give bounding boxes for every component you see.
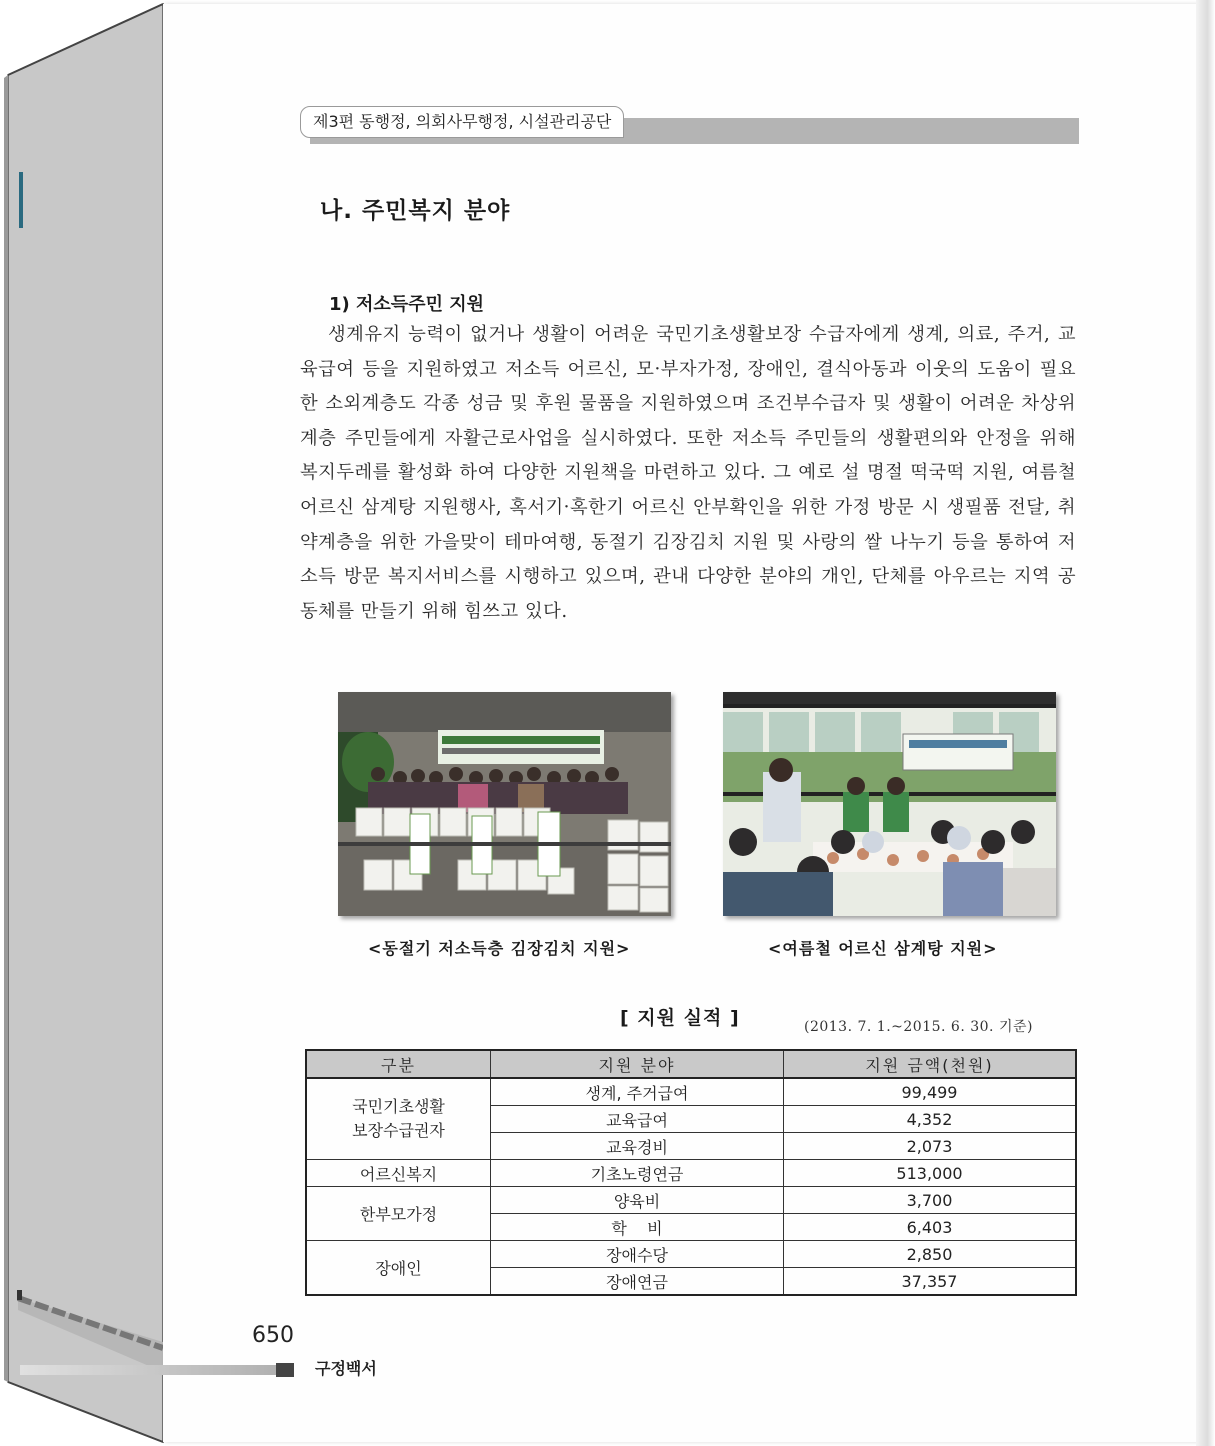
book-title: 구정백서: [315, 1359, 377, 1378]
amount-cell: 2,850: [784, 1241, 1077, 1268]
photo-caption-right: <여름철 어르신 삼계탕 지원>: [768, 939, 998, 958]
body-paragraph: 생계유지 능력이 없거나 생활이 어려운 국민기초생활보장 수급자에게 생계, 의료, 주거, 교육급여 등을 지원하였고 저소득 어르신, 모·부자가정, 장애인, 결식아동과 이웃의 도움이 필요한 소외계층도 각종 성금 및 후원 물품을 지원하였으며 조건부수급자 및 생활이 어려운 차상위 계층 주민들에게 자활근로사업을 실시하였다. 또한 저소득 주민들의 생활편의와 안정을 위해 복지두레를 활성화 하여 다양한 지원책을 마련하고 있다. 그 예로 설 명절 떡국떡 지원, 여름철 어르신 삼계탕 지원행사, 혹서기·혹한기 어르신 안부확인을 위한 가정 방문 시 생필품 전달, 취약계층을 위한 가을맞이 테마여행, 동절기 김장김치 지원 및 사랑의 쌀 나누기 등을 통하여 저소득 방문 복지서비스를 시행하고 있으며, 관내 다양한 분야의 개인, 단체를 아우르는 지역 공동체를 만들기 위해 힘쓰고 있다.: [300, 324, 1076, 622]
header-category: 구분: [306, 1050, 491, 1078]
field-cell: 장애수당: [491, 1241, 784, 1268]
table-date-note: (2013. 7. 1.~2015. 6. 30. 기준): [804, 1019, 1033, 1035]
category-cell: 어르신복지: [306, 1160, 491, 1187]
field-cell: 교육급여: [491, 1106, 784, 1133]
footer-bar: [20, 1365, 282, 1375]
subsection-heading: 1) 저소득주민 지원: [329, 294, 484, 315]
field-cell: 교육경비: [491, 1133, 784, 1160]
table-row: [306, 1241, 1076, 1268]
amount-cell: 6,403: [784, 1214, 1077, 1241]
book-stack-left: [0, 0, 165, 1446]
photo-caption-left: <동절기 저소득층 김장김치 지원>: [368, 939, 631, 958]
table-header-row: [306, 1050, 1076, 1078]
amount-cell: 3,700: [784, 1187, 1077, 1214]
field-cell: 양육비: [491, 1187, 784, 1214]
amount-cell: 4,352: [784, 1106, 1077, 1133]
table-title: [ 지원 실적 ]: [620, 1007, 740, 1029]
section-heading: 나. 주민복지 분야: [320, 198, 511, 224]
category-cell: 한부모가정: [306, 1187, 491, 1241]
header-field: 지원 분야: [491, 1050, 784, 1078]
support-results-table: [305, 1049, 1077, 1296]
field-cell: 장애연금: [491, 1268, 784, 1296]
header-amount: 지원 금액(천원): [784, 1050, 1077, 1078]
photo-kimchi-support: [338, 692, 671, 916]
section-header-label: 제3편 동행정, 의회사무행정, 시설관리공단: [300, 106, 624, 138]
category-cell: 장애인: [306, 1241, 491, 1296]
table-row: [306, 1187, 1076, 1214]
category-cell: 국민기초생활 보장수급권자: [306, 1078, 491, 1160]
amount-cell: 99,499: [784, 1078, 1077, 1106]
table-row: [306, 1078, 1076, 1106]
field-cell: 생계, 주거급여: [491, 1078, 784, 1106]
field-cell: 학 비: [491, 1214, 784, 1241]
photo-samgyetang-support: [723, 692, 1056, 916]
page-edge-shadow: [1196, 0, 1215, 1446]
page-number: 650: [252, 1323, 294, 1348]
table-row: [306, 1160, 1076, 1187]
amount-cell: 2,073: [784, 1133, 1077, 1160]
amount-cell: 513,000: [784, 1160, 1077, 1187]
footer-marker: [276, 1363, 294, 1377]
amount-cell: 37,357: [784, 1268, 1077, 1296]
field-cell: 기초노령연금: [491, 1160, 784, 1187]
